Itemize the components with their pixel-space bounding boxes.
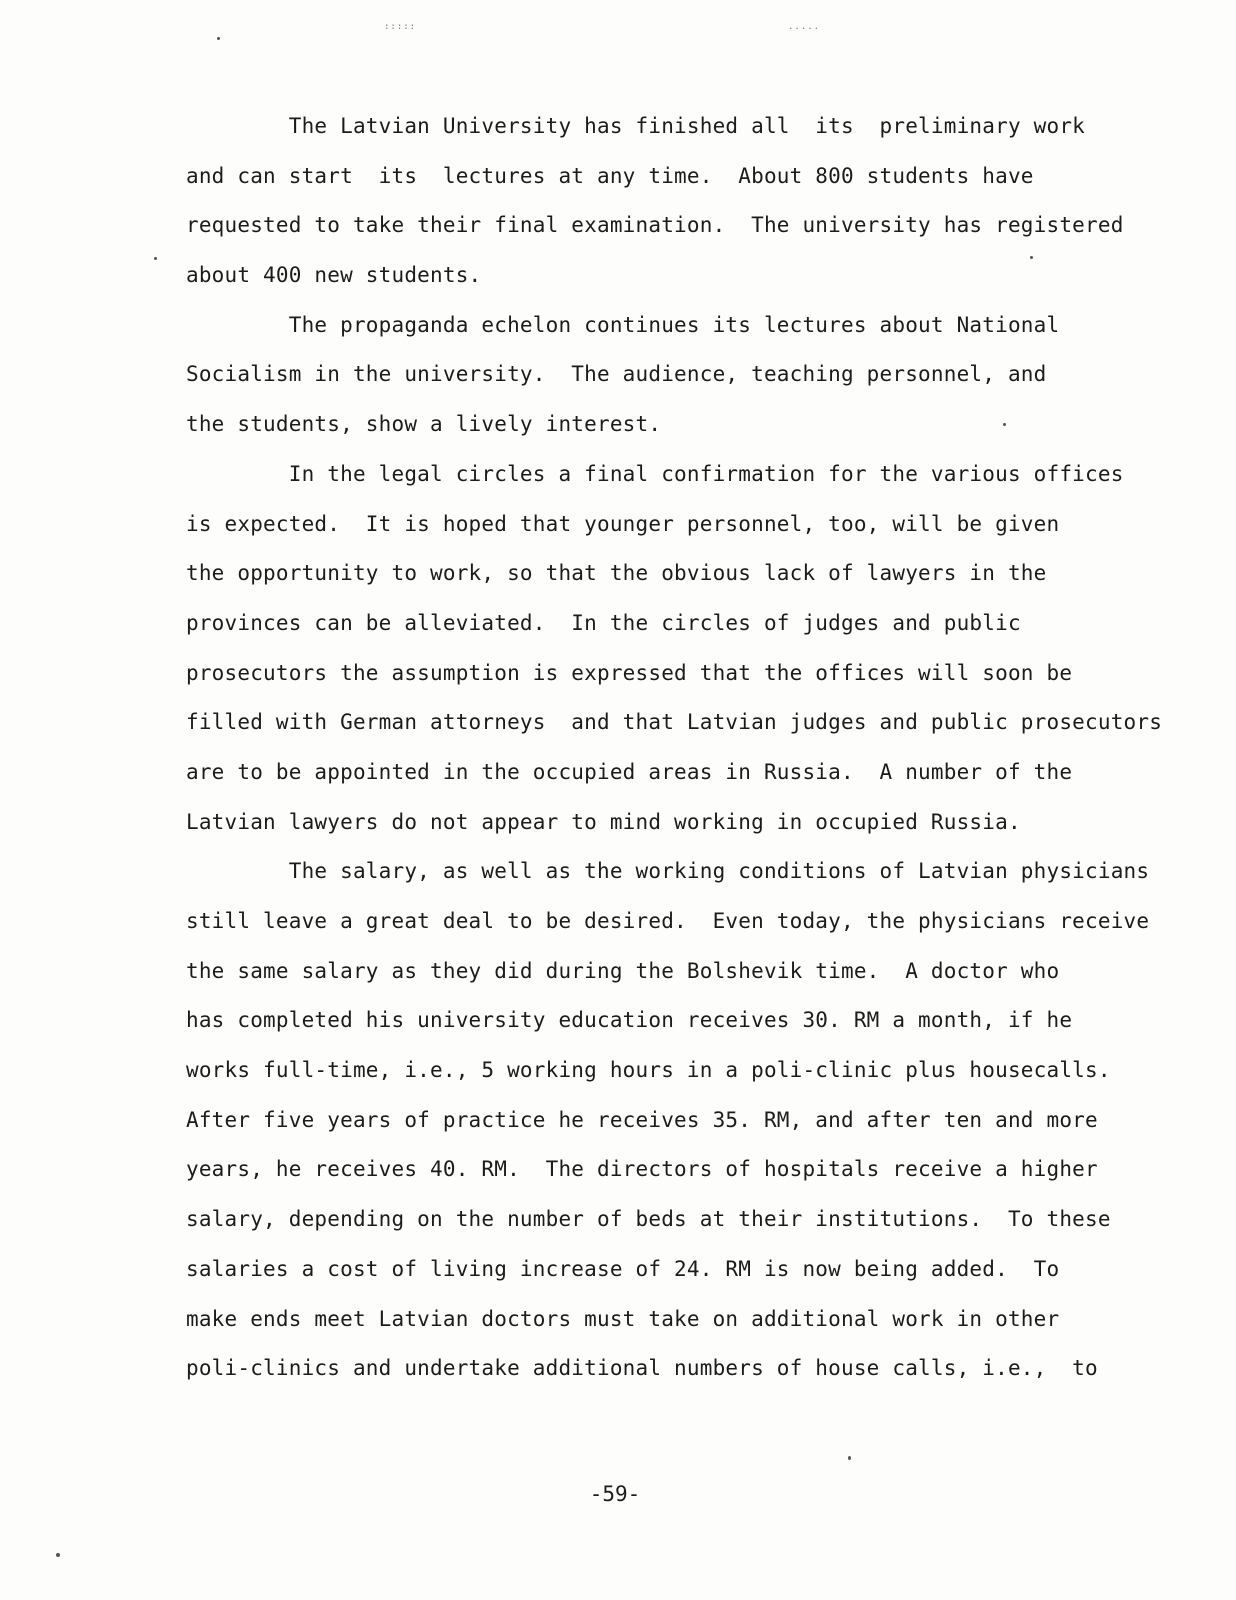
- scan-speck: [848, 1456, 851, 1460]
- text-line: The propaganda echelon continues its lectures about National: [186, 312, 1060, 337]
- text-line: salaries a cost of living increase of 24. RM is now being added. To: [186, 1256, 1060, 1281]
- scan-artifact: .....: [788, 22, 821, 32]
- scan-artifact: :::::: [384, 22, 417, 32]
- scan-speck: [56, 1553, 60, 1557]
- text-line: works full-time, i.e., 5 working hours in a poli-clinic plus housecalls.: [186, 1058, 1111, 1083]
- text-line: provinces can be alleviated. In the circles of judges and public: [186, 610, 1021, 635]
- text-line: Latvian lawyers do not appear to mind working in occupied Russia.: [186, 809, 1021, 834]
- text-line: make ends meet Latvian doctors must take on additional work in other: [186, 1306, 1060, 1331]
- text-line: The salary, as well as the working conditions of Latvian physicians: [186, 859, 1150, 884]
- text-line: years, he receives 40. RM. The directors of hospitals receive a higher: [186, 1157, 1098, 1182]
- text-line: about 400 new students.: [186, 263, 482, 288]
- text-line: After five years of practice he receives 35. RM, and after ten and more: [186, 1107, 1098, 1132]
- text-line: In the legal circles a final confirmation for the various offices: [186, 461, 1124, 486]
- text-line: and can start its lectures at any time. About 800 students have: [186, 163, 1034, 188]
- text-line: is expected. It is hoped that younger personnel, too, will be given: [186, 511, 1060, 536]
- text-line: Socialism in the university. The audience, teaching personnel, and: [186, 362, 1047, 387]
- text-line: prosecutors the assumption is expressed that the offices will soon be: [186, 660, 1073, 685]
- text-line: has completed his university education receives 30. RM a month, if he: [186, 1008, 1073, 1033]
- text-line: salary, depending on the number of beds at their institutions. To these: [186, 1207, 1111, 1232]
- text-line: the opportunity to work, so that the obvious lack of lawyers in the: [186, 561, 1047, 586]
- page-number: -59-: [589, 1482, 641, 1506]
- scan-speck: [217, 37, 220, 40]
- text-line: still leave a great deal to be desired. Even today, the physicians receive: [186, 909, 1150, 933]
- text-line: filled with German attorneys and that Latvian judges and public prosecutors: [186, 710, 1163, 735]
- text-line: The Latvian University has finished all its preliminary work: [186, 114, 1086, 138]
- text-line: the same salary as they did during the Bolshevik time. A doctor who: [186, 958, 1060, 983]
- document-body: [186, 102, 1163, 1394]
- text-line: requested to take their final examination. The university has registered: [186, 213, 1124, 238]
- text-line: poli-clinics and undertake additional numbers of house calls, i.e., to: [186, 1356, 1098, 1381]
- text-line: the students, show a lively interest.: [186, 412, 662, 437]
- scan-speck: [154, 257, 157, 260]
- text-line: are to be appointed in the occupied areas in Russia. A number of the: [186, 759, 1073, 784]
